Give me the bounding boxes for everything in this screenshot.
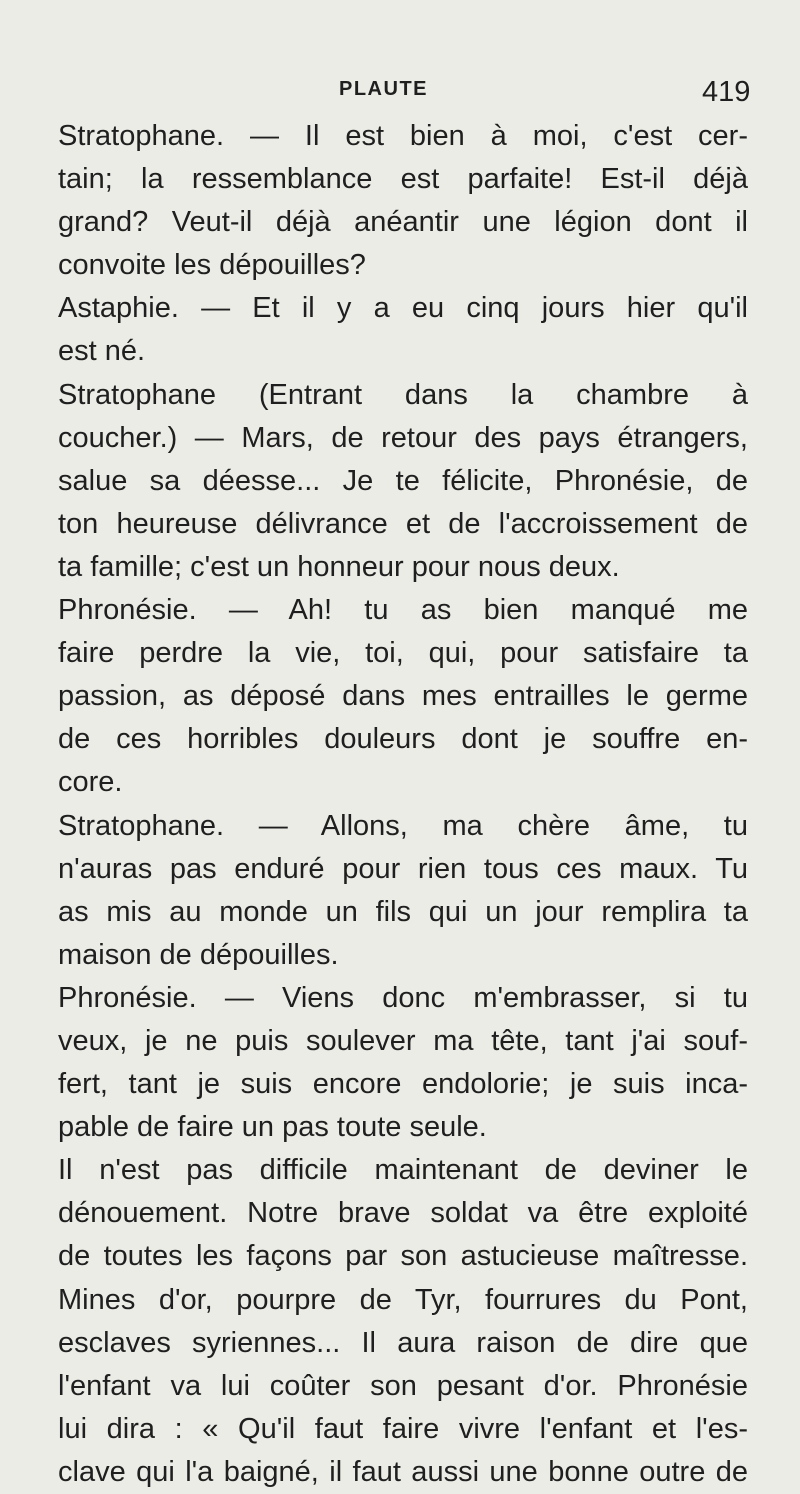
body-text: [58, 115, 748, 1494]
text-line: pable de faire un pas toute seule.: [58, 1111, 487, 1144]
text-line: passion, as déposé dans mes entrailles le germe: [58, 680, 748, 713]
text-line: ta famille; c'est un honneur pour nous deux.: [58, 550, 620, 583]
text-line: Phronésie. — Ah! tu as bien manqué me: [58, 594, 748, 627]
text-line: coucher.) — Mars, de retour des pays étrangers,: [58, 421, 748, 454]
text-line: grand? Veut-il déjà anéantir une légion dont il: [58, 206, 748, 239]
text-line: Stratophane (Entrant dans la chambre à: [58, 378, 748, 411]
text-line: Stratophane. — Il est bien à moi, c'est cer-: [58, 120, 748, 152]
text-line: as mis au monde un fils qui un jour remplira ta: [58, 895, 748, 928]
text-line: est né.: [58, 335, 146, 368]
text-line: Il n'est pas difficile maintenant de deviner le: [58, 1154, 748, 1187]
text-line: salue sa déesse... Je te félicite, Phronésie, de: [58, 464, 748, 497]
text-line: Astaphie. — Et il y a eu cinq jours hier qu'il: [58, 292, 748, 325]
text-line: fert, tant je suis encore endolorie; je suis inca-: [58, 1068, 748, 1101]
text-line: maison de dépouilles.: [58, 938, 339, 971]
text-line: Phronésie. — Viens donc m'embrasser, si tu: [58, 981, 748, 1014]
text-line: convoite les dépouilles?: [58, 249, 366, 282]
text-line: tain; la ressemblance est parfaite! Est-il déjà: [58, 163, 748, 196]
text-line: dénouement. Notre brave soldat va être exploité: [58, 1197, 748, 1230]
text-line: clave qui l'a baigné, il faut aussi une bonne outre de: [58, 1455, 748, 1488]
text-line: esclaves syriennes... Il aura raison de dire que: [58, 1326, 748, 1359]
page-header: [0, 78, 800, 118]
text-line: core.: [58, 766, 123, 799]
text-line: l'enfant va lui coûter son pesant d'or. Phronésie: [58, 1369, 748, 1402]
text-line: lui dira : « Qu'il faut faire vivre l'enfant et l'es-: [58, 1412, 748, 1445]
text-line: Stratophane. — Allons, ma chère âme, tu: [58, 809, 748, 842]
page-number: 419: [702, 76, 751, 108]
text-line: Mines d'or, pourpre de Tyr, fourrures du Pont,: [58, 1283, 748, 1316]
text-line: n'auras pas enduré pour rien tous ces maux. Tu: [58, 852, 748, 885]
text-line: faire perdre la vie, toi, qui, pour satisfaire ta: [58, 637, 748, 670]
text-line: de toutes les façons par son astucieuse maîtresse.: [58, 1240, 748, 1273]
text-line: de ces horribles douleurs dont je souffre en-: [58, 723, 748, 756]
running-head: PLAUTE: [339, 78, 428, 100]
text-line: ton heureuse délivrance et de l'accroissement de: [58, 507, 748, 540]
text-line: veux, je ne puis soulever ma tête, tant j'ai souf-: [58, 1024, 748, 1057]
